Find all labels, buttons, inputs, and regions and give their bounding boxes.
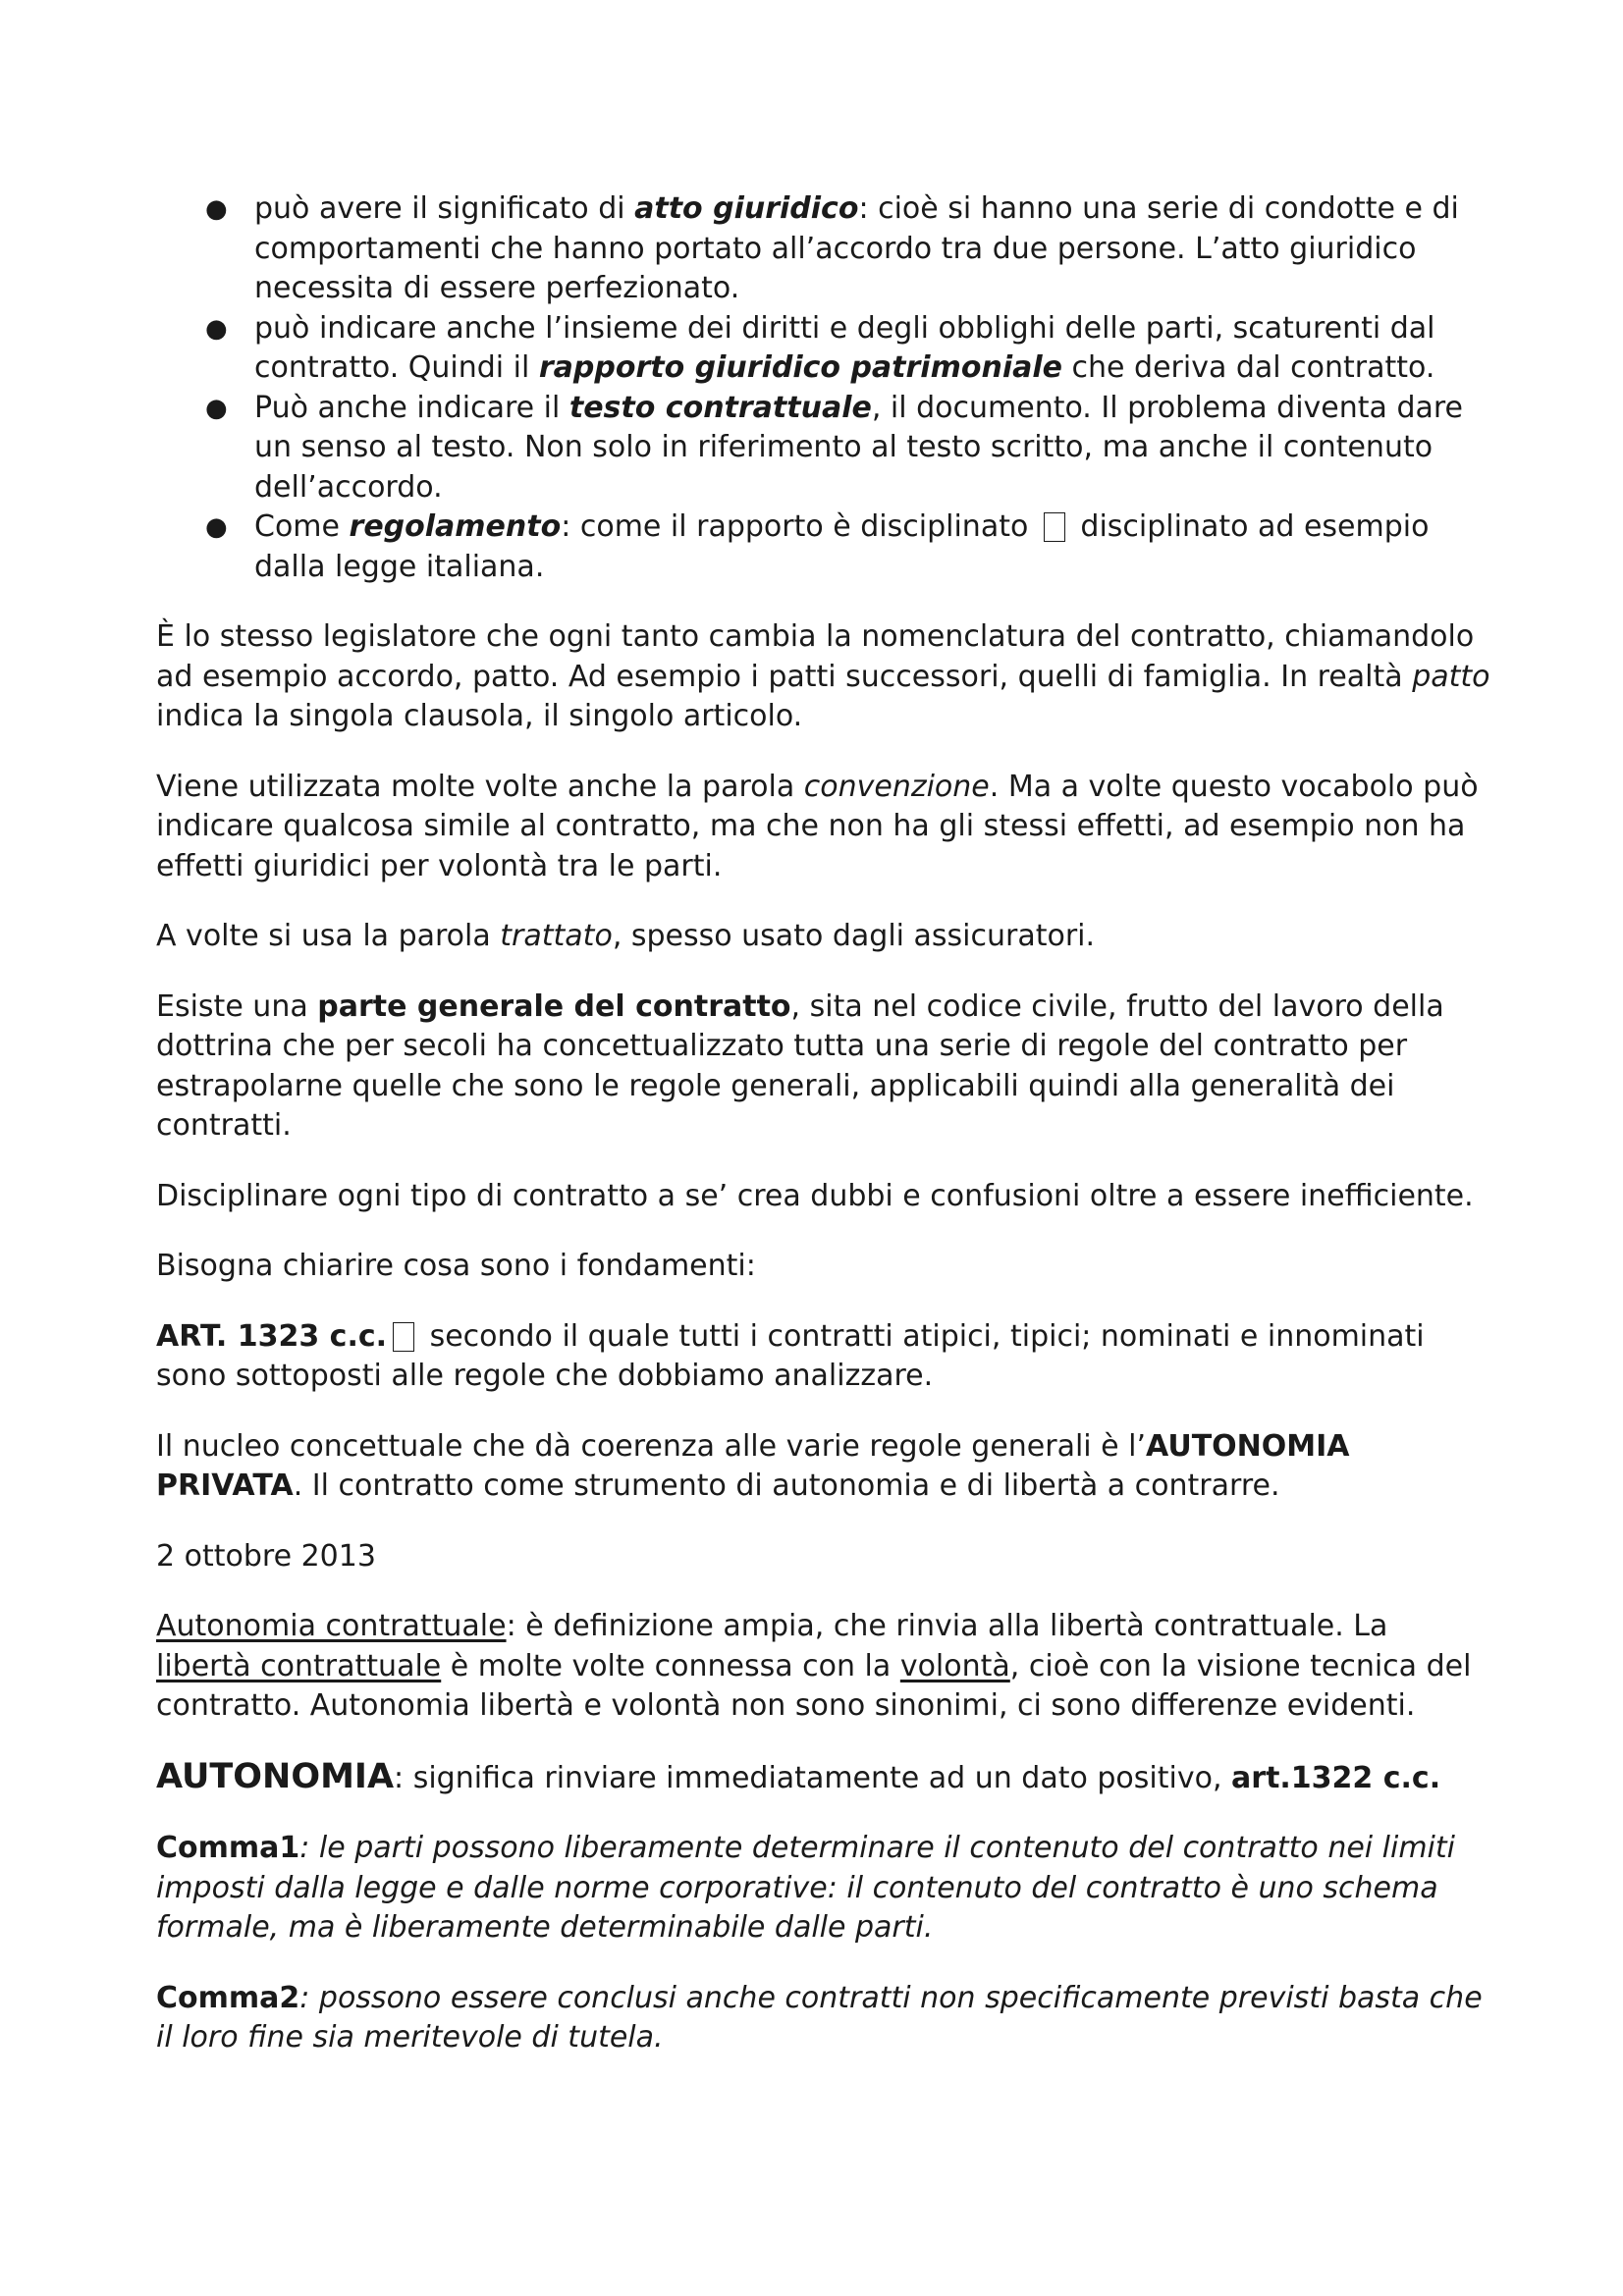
missing-glyph-icon [1044,512,1065,542]
term-rapporto-giuridico: rapporto giuridico patrimoniale [538,350,1062,385]
meanings-list [156,189,1491,587]
list-item: ● Può anche indicare il testo contrattuale, il documento. Il problema diventa dare un senso al testo. Non solo in riferimento al testo scritto, ma anche il contenuto dell’accordo. [205,390,1463,505]
paragraph-autonomia-contrattuale: Autonomia contrattuale: è definizione ampia, che rinvia alla libertà contrattuale. La libertà contrattuale è molte volte connessa con la volontà, cioè con la visione tecnica del contratto. Autonomia libertà e volontà non sono sinonimi, ci sono differenze evidenti. [156,1609,1472,1723]
bullet-icon: ● [205,194,228,224]
bullet-icon: ● [205,512,228,542]
paragraph-parte-generale: Esiste una parte generale del contratto, sita nel codice civile, frutto del lavoro della dottrina che per secoli ha concettualizzato tutta una serie di regole del contratto per estrapolarne quelle che sono le regole generali, applicabili quindi alla generalità dei contratti. [156,988,1444,1143]
paragraph-trattato: A volte si usa la parola trattato, spesso usato dagli assicuratori. [156,919,1096,953]
bullet-icon: ● [205,313,228,344]
list-item: ● può indicare anche l’insieme dei diritti e degli obblighi delle parti, scaturenti dal contratto. Quindi il rapporto giuridico patrimoniale che deriva dal contratto. [205,310,1435,385]
paragraph-comma2: Comma2: possono essere conclusi anche contratti non specificamente previsti basta che il loro fine sia meritevole di tutela. [156,1980,1483,2055]
list-item: ● può avere il significato di atto giuridico: cioè si hanno una serie di condotte e di comportamenti che hanno portato all’accordo tra due persone. L’atto giuridico necessita di essere perfezionato. [205,191,1459,305]
paragraph-comma1: Comma1: le parti possono liberamente determinare il contenuto del contratto nei limiti imposti dalla legge e dalle norme corporative: il contenuto del contratto è uno schema formale, ma è liberamente determinabile dalle parti. [156,1831,1455,1945]
date-heading: 2 ottobre 2013 [156,1538,376,1574]
bullet-icon: ● [205,393,228,423]
page-content [156,189,1491,2058]
paragraph-autonomia: AUTONOMIA: significa rinviare immediatamente ad un dato positivo, art.1322 c.c. [156,1756,1441,1796]
term-regolamento: regolamento [349,509,562,544]
paragraph-nucleo: Il nucleo concettuale che dà coerenza alle varie regole generali è l’AUTONOMIA PRIVATA. Il contratto come strumento di autonomia e di libertà a contrarre. [156,1428,1350,1503]
paragraph-convenzione: Viene utilizzata molte volte anche la parola convenzione. Ma a volte questo vocabolo può indicare qualcosa simile al contratto, ma che non ha gli stessi effetti, ad esempio non ha effetti giuridici per volontà tra le parti. [156,769,1479,883]
missing-glyph-icon [393,1322,414,1352]
paragraph-art-1323: ART. 1323 c.c. secondo il quale tutti i contratti atipici, tipici; nominati e innominati sono sottoposti alle regole che dobbiamo analizzare. [156,1318,1425,1393]
term-atto-giuridico: atto giuridico [634,191,859,226]
list-item: ● Come regolamento: come il rapporto è disciplinato disciplinato ad esempio dalla legge italiana. [205,509,1430,584]
paragraph-disciplinare: Disciplinare ogni tipo di contratto a se’ crea dubbi e confusioni oltre a essere inefficiente. [156,1178,1474,1213]
term-testo-contrattuale: testo contrattuale [568,390,872,425]
paragraph-nomenclatura: È lo stesso legislatore che ogni tanto cambia la nomenclatura del contratto, chiamandolo ad esempio accordo, patto. Ad esempio i patti successori, quelli di famiglia. In realtà patto indica la singola clausola, il singolo articolo. [156,619,1490,733]
paragraph-fondamenti: Bisogna chiarire cosa sono i fondamenti: [156,1249,756,1283]
